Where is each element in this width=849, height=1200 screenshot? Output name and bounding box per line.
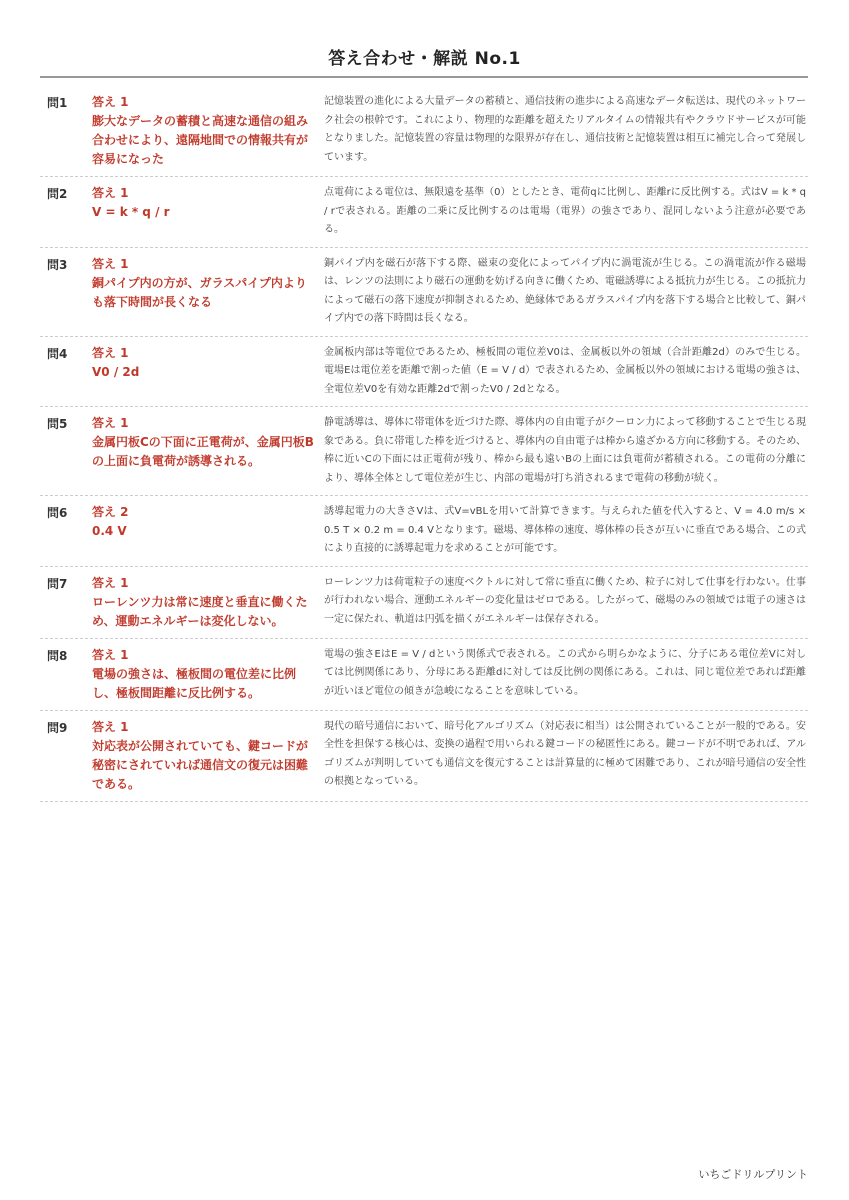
answer-label: 答え 1	[92, 719, 129, 734]
question-row-2	[40, 177, 808, 248]
answer-label: 答え 1	[92, 345, 129, 360]
question-number: 問4	[47, 346, 68, 361]
question-number: 問1	[47, 96, 68, 110]
question-row-9	[40, 711, 808, 802]
title-divider	[40, 76, 808, 78]
answer-block	[92, 646, 324, 703]
explanation-text: 現代の暗号通信において、暗号化アルゴリズム（対応表に相当）は公開されていることが一般的である。安全性を担保する核心は、変換の過程で用いられる鍵コードの秘匿性にある。鍵コードが不明であれば、アルゴリズムが判明していても通信文を復元することは計算量的に極めて困難であり、これが暗号通信の安全性の根拠となっている。	[324, 720, 806, 787]
answer-text: 対応表が公開されていても、鍵コードが秘密にされていれば通信文の復元は困難である。	[92, 738, 309, 791]
question-row-8	[40, 639, 808, 711]
question-number: 問8	[47, 648, 68, 663]
question-row-3	[40, 248, 808, 337]
answer-block	[92, 184, 324, 240]
explanation-text: 誘導起電力の大きさVは、式V=vBLを用いて計算できます。与えられた値を代入すると、V = 4.0 m/s × 0.5 T × 0.2 m = 0.4 Vとなります。磁場、導体棒の速度、導体棒の長さが互いに垂直である場合、この式により直接的に誘導起電力を求めることが可能です。	[324, 506, 806, 554]
answer-label: 答え 1	[92, 416, 129, 430]
answer-text: 0.4 V	[92, 524, 127, 538]
answer-block	[92, 344, 324, 400]
answer-text: 銅パイプ内の方が、ガラスパイプ内よりも落下時間が長くなる	[92, 275, 307, 309]
answer-label: 答え 1	[92, 186, 129, 200]
explanation-text: 静電誘導は、導体に帯電体を近づけた際、導体内の自由電子がクーロン力によって移動することで生じる現象である。負に帯電した棒を近づけると、導体内の自由電子は棒から遠ざかる方向に移動する。そのため、棒に近いCの下面には正電荷が残り、棒から最も遠いBの上面には負電荷が蓄積される。この電荷の分離により、導体全体として電位差が生じ、内部の電場が打ち消されるまで電荷の移動が続く。	[324, 417, 806, 484]
explanation-text: 記憶装置の進化による大量データの蓄積と、通信技術の進歩による高速なデータ転送は、現代のネットワーク社会の根幹です。これにより、物理的な距離を超えたリアルタイムの情報共有やクラウドサービスが可能となりました。記憶装置の容量は物理的な限界が存在し、通信技術と記憶装置は相互に補完し合って発展しています。	[324, 96, 806, 163]
answer-block	[92, 718, 324, 794]
answer-label: 答え 1	[92, 256, 129, 271]
answer-text: 膨大なデータの蓄積と高速な通信の組み合わせにより、遠隔地間での情報共有が容易になった	[92, 114, 309, 166]
footer-brand: いちごドリルプリント	[698, 1168, 808, 1181]
page-title: 答え合わせ・解説 No.1	[328, 49, 521, 69]
answer-text: ローレンツ力は常に速度と垂直に働くため、運動エネルギーは変化しない。	[92, 594, 308, 628]
question-number: 問3	[47, 257, 68, 272]
answer-block	[92, 255, 324, 329]
explanation-text: 点電荷による電位は、無限遠を基準（0）としたとき、電荷qに比例し、距離rに反比例する。式はV = k * q / rで表される。距離の二乗に反比例するのは電場（電界）の強さであり、混同しないよう注意が必要である。	[324, 187, 806, 235]
question-row-4	[40, 337, 808, 408]
answer-block	[92, 503, 324, 559]
question-row-6	[40, 496, 808, 567]
explanation-text: 電場の強さEはE = V / dという関係式で表される。この式から明らかなように、分子にある電位差Vに対しては比例関係にあり、分母にある距離dに対しては反比例の関係にある。これは、同じ電位差であれば距離が近いほど電位の傾きが急峻になることを意味している。	[324, 648, 806, 697]
question-row-7	[40, 567, 808, 639]
explanation-text: 銅パイプ内を磁石が落下する際、磁束の変化によってパイプ内に渦電流が生じる。この渦電流が作る磁場は、レンツの法則により磁石の運動を妨げる向きに働くため、電磁誘導による抵抗力が生じる。この抵抗力によって磁石の落下速度が抑制されるため、絶縁体であるガラスパイプ内を落下する場合と比較して、銅パイプ内での落下時間は長くなる。	[324, 257, 806, 324]
question-row-5	[40, 407, 808, 496]
question-number: 問9	[47, 720, 68, 735]
explanation-text: 金属板内部は等電位であるため、極板間の電位差V0は、金属板以外の領域（合計距離2d）のみで生じる。電場Eは電位差を距離で割った値（E = V / d）で表されるため、金属板以外の領域における電場の強さは、全電位差V0を有効な距離2dで割ったV0 / 2dとなる。	[324, 346, 806, 395]
answer-block	[92, 414, 324, 488]
answer-label: 答え 2	[92, 505, 129, 519]
question-number: 問2	[47, 187, 68, 201]
answer-block	[92, 574, 324, 631]
answer-list	[40, 86, 808, 802]
answer-label: 答え 1	[92, 95, 129, 109]
answer-text: 金属円板Cの下面に正電荷が、金属円板Bの上面に負電荷が誘導される。	[92, 435, 314, 468]
question-number: 問6	[47, 506, 68, 520]
answer-label: 答え 1	[92, 575, 129, 590]
answer-text: V0 / 2d	[92, 364, 140, 379]
question-number: 問7	[47, 576, 68, 591]
question-row-1	[40, 86, 808, 177]
answer-block	[92, 93, 324, 169]
explanation-text: ローレンツ力は荷電粒子の速度ベクトルに対して常に垂直に働くため、粒子に対して仕事を行わない。仕事が行われない場合、運動エネルギーの変化量はゼロである。したがって、磁場のみの領域では電子の速さは一定に保たれ、軌道は円弧を描くがエネルギーは保存される。	[324, 576, 806, 625]
answer-text: 電場の強さは、極板間の電位差に比例し、極板間距離に反比例する。	[92, 666, 297, 700]
answer-label: 答え 1	[92, 647, 129, 662]
answer-text: V = k * q / r	[92, 205, 170, 219]
question-number: 問5	[47, 417, 68, 431]
